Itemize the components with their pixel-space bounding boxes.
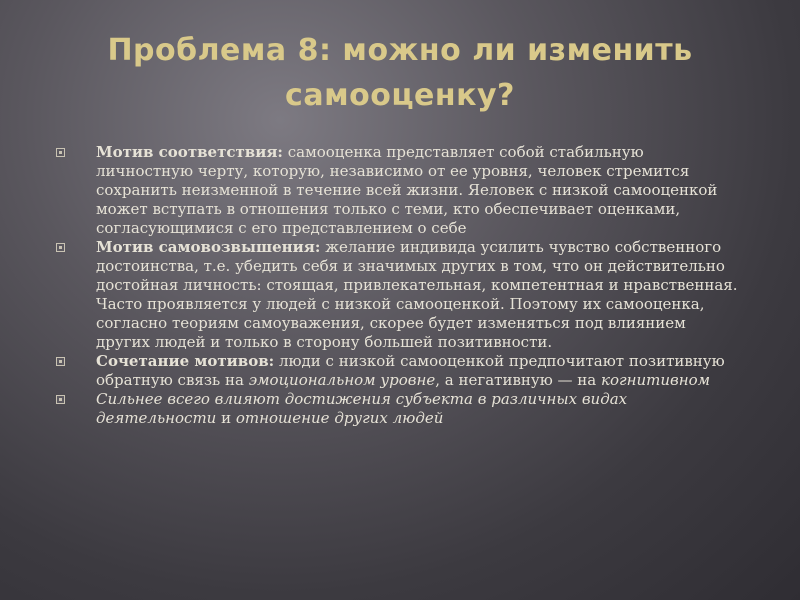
item-text: и [216, 409, 236, 427]
item-emphasis: Сильнее всего влияют достижения субъекта в различных видах деятельности [96, 390, 628, 427]
bullet-item-combination [54, 352, 744, 390]
square-bullet-icon [56, 148, 65, 157]
item-emphasis: когнитивном [601, 371, 711, 389]
square-bullet-icon [56, 395, 65, 404]
item-text: люди с низкой самооценкой предпочитают позитивную обратную связь на [96, 352, 725, 389]
item-lead: Сочетание мотивов: [96, 352, 275, 370]
slide-body [54, 143, 744, 428]
item-text: самооценка представляет собой стабильную личностную черту, которую, независимо от ее уровня, человек стремится сохранить неизменной в течение всей жизни. Яеловек с низкой самооценкой может вступать в отношения только с теми, кто обеспечивает оценками, согласующимися с его представлением о себе [96, 143, 718, 237]
item-lead: Мотив самовозвышения: [96, 238, 321, 256]
item-text: , а негативную — на [435, 371, 602, 389]
square-bullet-icon [56, 243, 65, 252]
item-text: желание индивида усилить чувство собственного достоинства, т.е. убедить себя и значимых других в том, что он действительно достойная личность: стоящая, привлекательная, компетентная и нравственная. Часто проявляется у людей с низкой самооценкой. Поэтому их самооценка, согласно теориям самоуважения, скорее будет изменяться под влиянием других людей и только в сторону большей позитивности. [96, 238, 738, 351]
item-emphasis: эмоциональном уровне [248, 371, 436, 389]
bullet-item-influence [54, 390, 744, 428]
bullet-item-self-enhancement [54, 238, 744, 352]
item-lead: Мотив соответствия: [96, 143, 283, 161]
item-emphasis: отношение других людей [235, 409, 444, 427]
bullet-item-conformity [54, 143, 744, 238]
square-bullet-icon [56, 357, 65, 366]
slide-title: Проблема 8: можно ли изменить самооценку? [107, 33, 693, 113]
